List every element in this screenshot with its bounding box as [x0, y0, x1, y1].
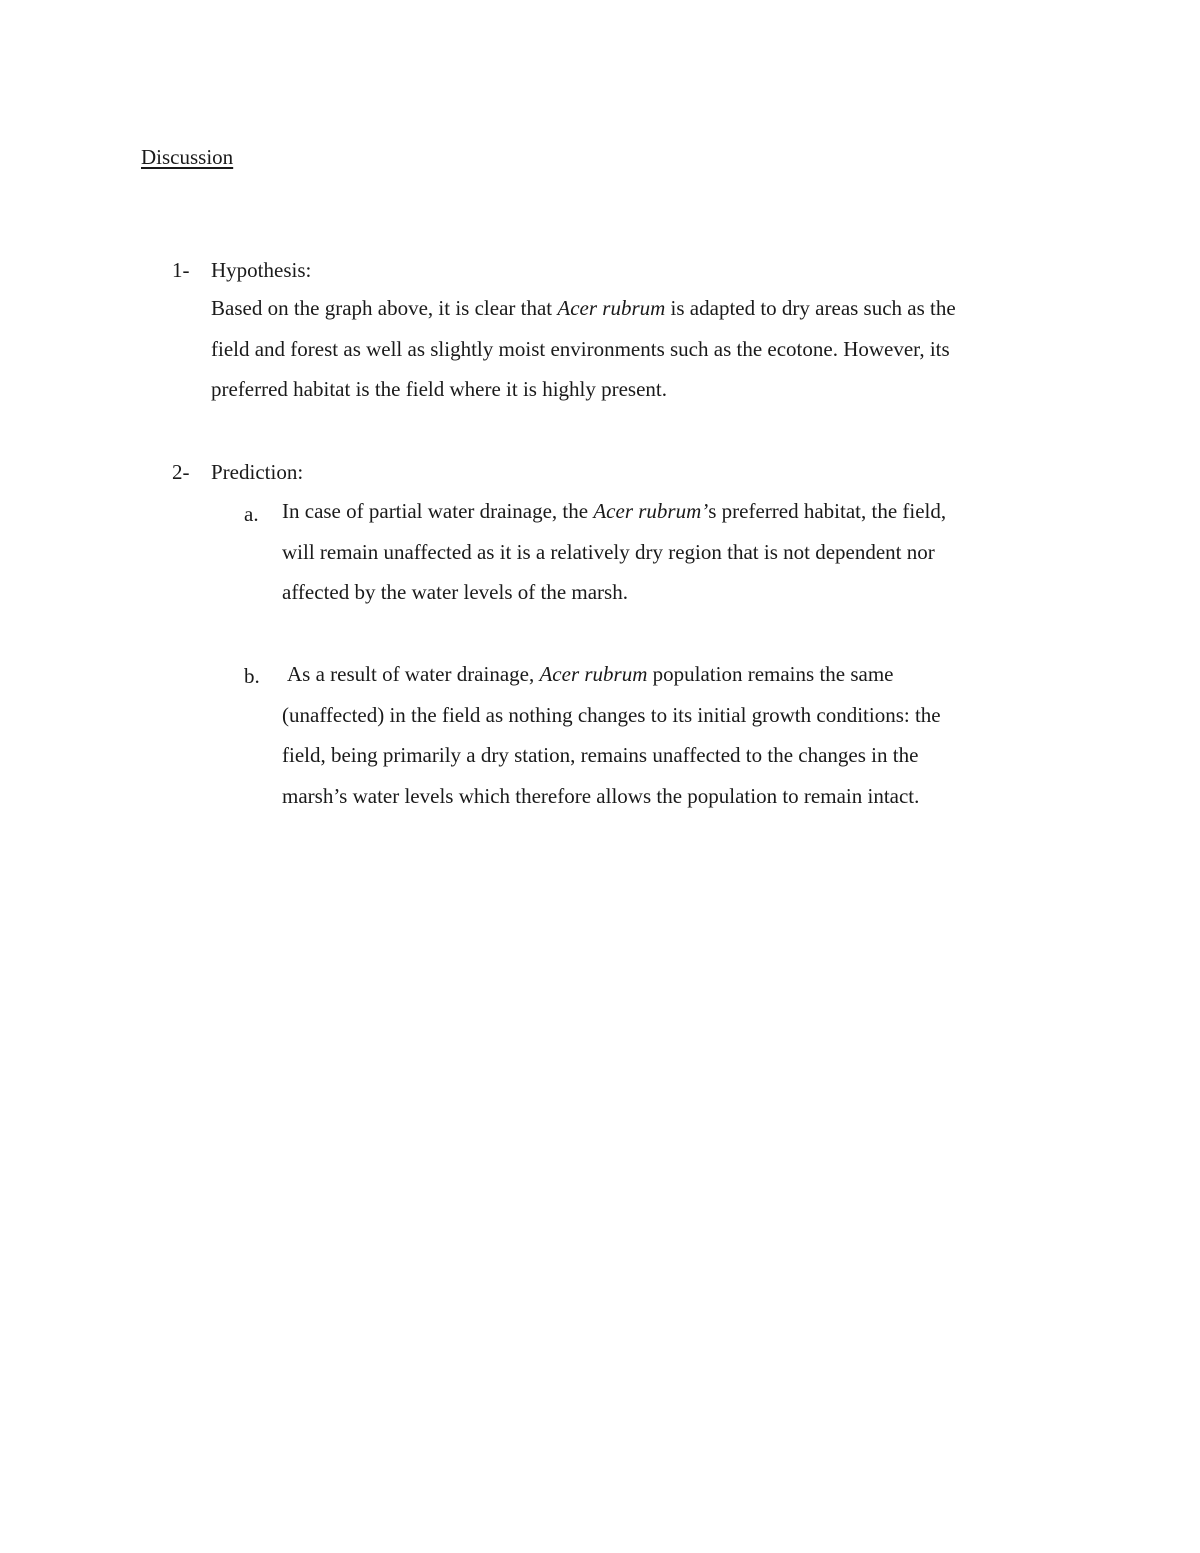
list-marker-2: 2- [172, 460, 190, 484]
hypothesis-title: Hypothesis: [211, 258, 312, 282]
hypothesis-paragraph [211, 288, 1071, 410]
list-marker-1: 1- [172, 258, 190, 282]
paragraph-line: Based on the graph above, it is clear that Acer rubrum is adapted to dry areas such as the [211, 296, 956, 320]
paragraph-line: will remain unaffected as it is a relatively dry region that is not dependent nor [282, 539, 935, 564]
paragraph-line: affected by the water levels of the marsh. [282, 580, 628, 605]
sublist-marker-a: a. [244, 502, 259, 526]
paragraph-line: As a result of water drainage, Acer rubrum population remains the same [287, 662, 894, 686]
paragraph-line: field and forest as well as slightly moist environments such as the ecotone. However, its [211, 336, 950, 361]
paragraph-line: preferred habitat is the field where it is highly present. [211, 377, 668, 402]
paragraph-line: (unaffected) in the field as nothing changes to its initial growth conditions: the [282, 702, 941, 727]
paragraph-line: field, being primarily a dry station, remains unaffected to the changes in the [282, 743, 919, 768]
species-name: Acer rubrum [557, 296, 666, 320]
section-heading: Discussion [141, 145, 234, 169]
species-name: Acer rubrum [539, 662, 648, 686]
species-name: Acer rubrum’ [593, 499, 709, 523]
paragraph-line: marsh’s water levels which therefore allows the population to remain intact. [282, 784, 920, 809]
sublist-marker-b: b. [244, 664, 260, 688]
prediction-b-paragraph [282, 654, 1042, 817]
prediction-title: Prediction: [211, 460, 304, 484]
paragraph-line: In case of partial water drainage, the Acer rubrum’s preferred habitat, the field, [282, 499, 947, 523]
prediction-a-paragraph [282, 491, 1042, 613]
